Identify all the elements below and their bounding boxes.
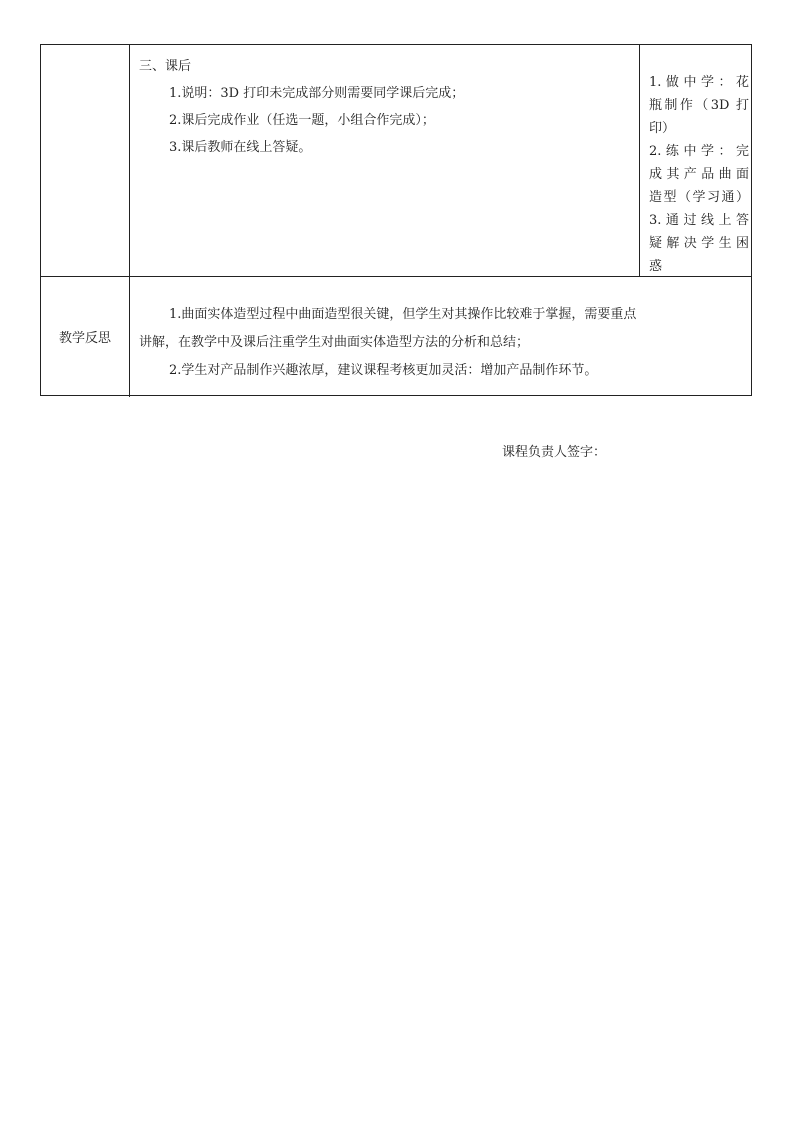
side-note-line: 1.做中学：花 <box>649 75 749 90</box>
side-note-line: 惑 <box>649 259 663 274</box>
side-note-line: 瓶制作（3D 打 <box>649 98 749 113</box>
signature-label: 课程负责人签字： <box>502 445 607 460</box>
reflection-line-1-cont: 讲解，在教学中及课后注重学生对曲面实体造型方法的分析和总结； <box>139 335 530 350</box>
after-class-item-3: 3.课后教师在线上答疑。 <box>169 140 312 155</box>
reflection-line-2: 2.学生对产品制作兴趣浓厚，建议课程考核更加灵活：增加产品制作环节。 <box>169 363 598 378</box>
side-note-line: 造型（学习通） <box>649 190 749 205</box>
side-note-line: 2.练中学：完 <box>649 144 749 159</box>
column-divider-right <box>639 45 640 276</box>
column-divider-left <box>129 45 130 397</box>
side-note-line: 疑解决学生困 <box>649 236 749 251</box>
reflection-label: 教学反思 <box>58 330 111 346</box>
reflection-line-1: 1.曲面实体造型过程中曲面造型很关键，但学生对其操作比较难于掌握，需要重点 <box>169 307 637 322</box>
side-note-line: 成其产品曲面 <box>649 167 749 182</box>
after-class-heading: 三、课后 <box>139 59 192 74</box>
side-notes <box>649 71 749 278</box>
after-class-item-2: 2.课后完成作业（任选一题，小组合作完成）； <box>169 113 435 128</box>
side-note-line: 3.通过线上答 <box>649 213 749 228</box>
after-class-item-1: 1.说明：3D 打印未完成部分则需要同学课后完成； <box>169 86 465 101</box>
lesson-table <box>40 44 752 396</box>
side-note-line: 印） <box>649 121 676 136</box>
row-divider <box>41 276 751 277</box>
